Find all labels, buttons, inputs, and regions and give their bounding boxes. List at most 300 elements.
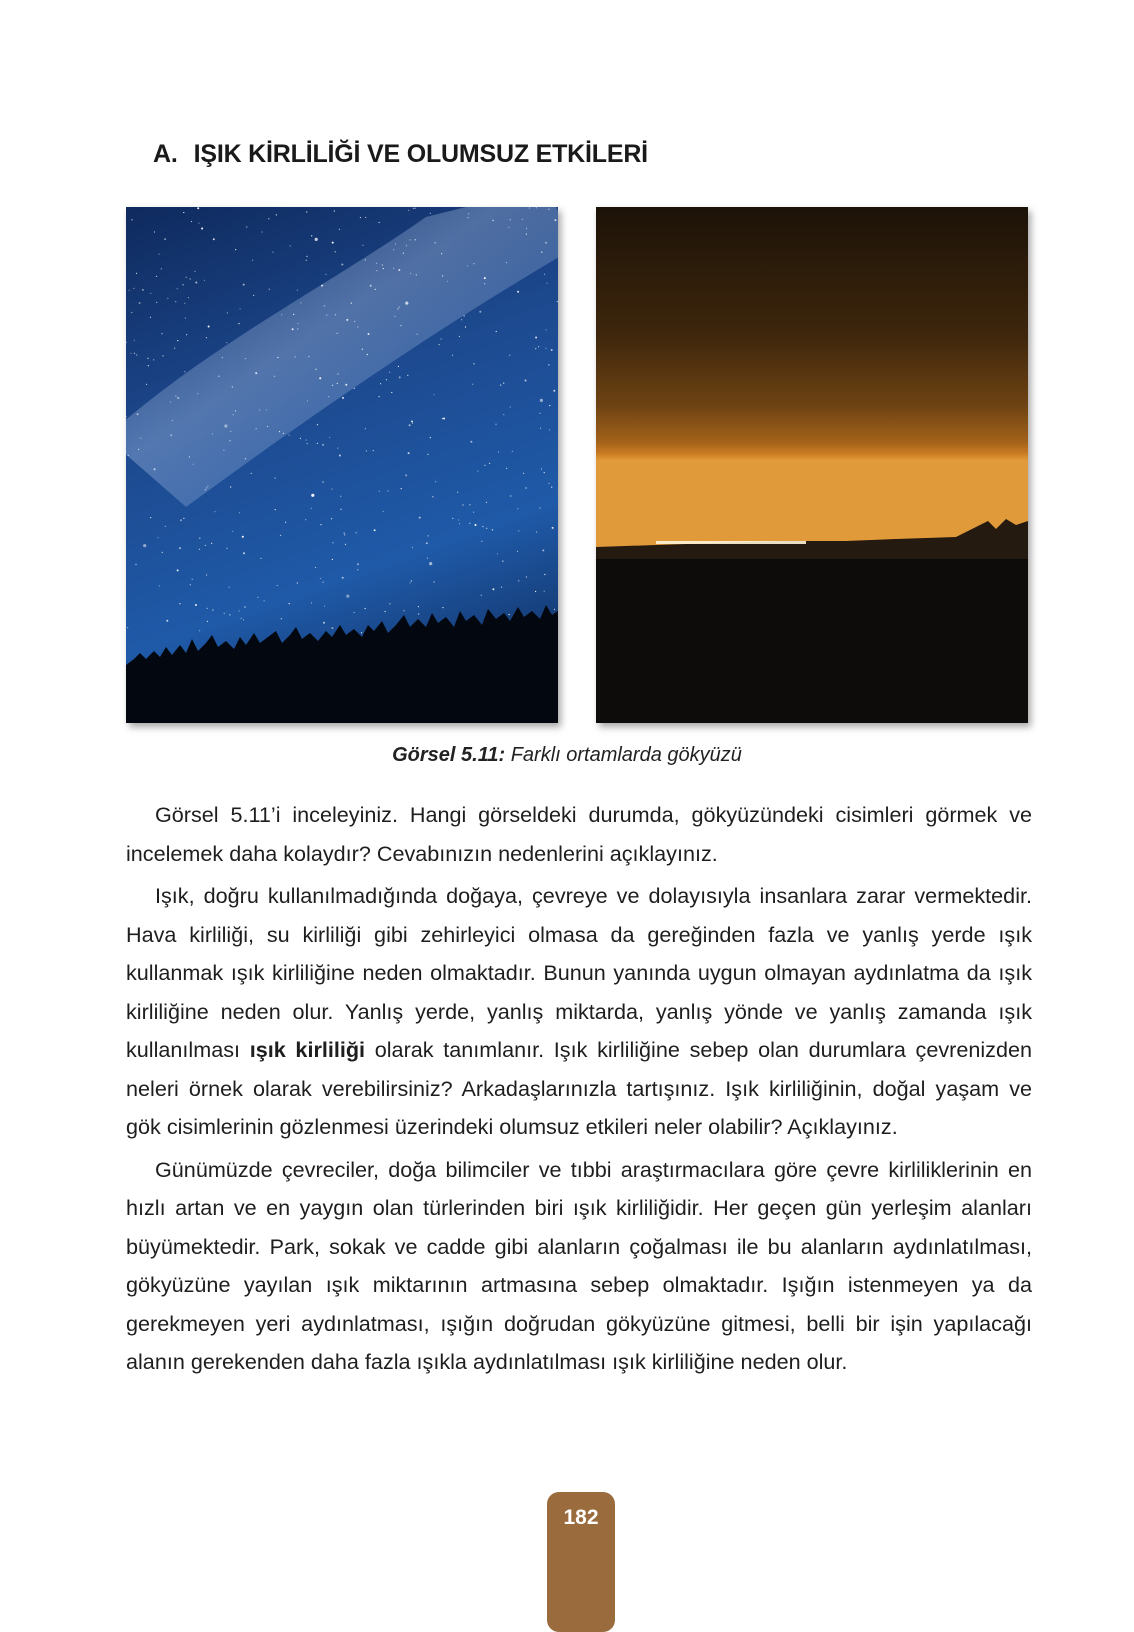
star-dot bbox=[492, 529, 493, 530]
star-dot bbox=[464, 315, 465, 316]
star-dot bbox=[279, 431, 280, 432]
star-dot bbox=[289, 434, 290, 435]
star-dot bbox=[549, 429, 550, 430]
star-dot bbox=[517, 508, 518, 509]
star-dot bbox=[469, 504, 470, 505]
star-dot bbox=[551, 349, 553, 351]
star-dot bbox=[257, 597, 258, 598]
star-dot bbox=[326, 315, 327, 316]
star-dot bbox=[416, 274, 417, 275]
star-dot bbox=[166, 620, 168, 622]
star-dot bbox=[328, 396, 329, 397]
star-dot bbox=[197, 393, 198, 394]
star-dot bbox=[472, 384, 473, 385]
star-dot bbox=[484, 277, 486, 279]
star-dot bbox=[235, 249, 236, 250]
star-dot bbox=[331, 489, 332, 490]
star-dot bbox=[300, 438, 301, 439]
star-dot bbox=[208, 326, 210, 328]
star-dot bbox=[262, 231, 263, 232]
star-dot bbox=[130, 353, 131, 354]
star-dot bbox=[150, 293, 151, 294]
star-dot bbox=[285, 522, 286, 523]
star-dot bbox=[162, 355, 163, 356]
star-dot bbox=[477, 471, 478, 472]
star-dot bbox=[545, 348, 546, 349]
star-dot bbox=[156, 276, 157, 277]
star-dot bbox=[430, 437, 431, 438]
star-dot bbox=[481, 595, 482, 596]
star-dot bbox=[272, 252, 273, 253]
star-dot bbox=[354, 321, 355, 322]
star-dot bbox=[148, 365, 149, 366]
star-dot bbox=[411, 580, 412, 581]
star-dot bbox=[147, 358, 148, 359]
star-dot bbox=[239, 610, 240, 611]
star-dot bbox=[383, 511, 384, 512]
star-dot bbox=[206, 487, 207, 488]
star-dot bbox=[413, 208, 414, 209]
star-dot bbox=[268, 218, 269, 219]
star-dot bbox=[317, 443, 318, 444]
star-dot bbox=[510, 406, 511, 407]
star-dot bbox=[134, 353, 135, 354]
star-dot bbox=[548, 483, 549, 484]
star-dot bbox=[245, 458, 246, 459]
star-dot bbox=[370, 285, 372, 287]
star-dot bbox=[408, 210, 409, 211]
star-dot bbox=[546, 329, 547, 330]
star-dot bbox=[240, 308, 241, 309]
star-dot bbox=[443, 418, 445, 420]
star-dot bbox=[154, 468, 156, 470]
star-dot bbox=[243, 552, 245, 554]
star-dot bbox=[522, 219, 523, 220]
star-dot bbox=[427, 558, 428, 559]
star-dot bbox=[473, 363, 474, 364]
star-dot bbox=[493, 220, 494, 221]
star-dot bbox=[212, 609, 213, 610]
star-dot bbox=[386, 379, 387, 380]
star-dot bbox=[410, 273, 411, 274]
star-dot bbox=[212, 433, 213, 434]
star-dot bbox=[419, 517, 421, 519]
star-dot bbox=[131, 312, 132, 313]
star-dot bbox=[192, 579, 193, 580]
star-dot bbox=[409, 424, 411, 426]
star-dot bbox=[320, 524, 321, 525]
star-dot bbox=[500, 385, 501, 386]
star-dot bbox=[356, 532, 357, 533]
star-dot bbox=[177, 569, 179, 571]
star-dot bbox=[331, 627, 333, 629]
star-dot bbox=[510, 495, 511, 496]
star-dot bbox=[322, 481, 323, 482]
star-dot bbox=[230, 431, 231, 432]
star-dot bbox=[368, 333, 370, 335]
star-dot bbox=[405, 302, 408, 305]
star-dot bbox=[415, 239, 416, 240]
star-dot bbox=[367, 354, 368, 355]
star-dot bbox=[337, 373, 338, 374]
star-dot bbox=[432, 496, 433, 497]
star-dot bbox=[376, 263, 377, 264]
star-dot bbox=[211, 543, 212, 544]
star-dot bbox=[281, 618, 282, 619]
star-dot bbox=[399, 376, 401, 378]
star-dot bbox=[433, 394, 434, 395]
star-dot bbox=[223, 450, 224, 451]
star-dot bbox=[275, 509, 276, 510]
star-dot bbox=[323, 582, 324, 583]
star-dot bbox=[266, 409, 267, 410]
star-dot bbox=[193, 464, 194, 465]
star-dot bbox=[428, 535, 429, 536]
star-dot bbox=[354, 388, 355, 389]
star-dot bbox=[354, 612, 355, 613]
star-dot bbox=[189, 456, 190, 457]
star-dot bbox=[184, 303, 185, 304]
star-dot bbox=[325, 274, 326, 275]
star-dot bbox=[264, 600, 265, 601]
star-dot bbox=[256, 428, 257, 429]
star-dot bbox=[373, 450, 374, 451]
star-dot bbox=[536, 207, 537, 208]
star-dot bbox=[380, 383, 381, 384]
star-dot bbox=[503, 414, 504, 415]
star-dot bbox=[170, 434, 172, 436]
star-dot bbox=[229, 614, 230, 615]
star-dot bbox=[551, 487, 552, 488]
star-dot bbox=[382, 264, 383, 265]
star-dot bbox=[332, 559, 333, 560]
star-dot bbox=[227, 312, 228, 313]
star-dot bbox=[241, 618, 242, 619]
star-dot bbox=[473, 512, 474, 513]
star-dot bbox=[442, 607, 443, 608]
star-dot bbox=[183, 284, 184, 285]
star-dot bbox=[506, 468, 507, 469]
star-dot bbox=[290, 245, 291, 246]
star-dot bbox=[324, 606, 325, 607]
star-dot bbox=[346, 595, 349, 598]
star-dot bbox=[360, 217, 361, 218]
star-dot bbox=[486, 502, 487, 503]
star-dot bbox=[412, 547, 413, 548]
star-dot bbox=[457, 492, 458, 493]
star-dot bbox=[344, 534, 345, 535]
star-dot bbox=[526, 576, 527, 577]
star-dot bbox=[161, 333, 162, 334]
star-dot bbox=[473, 263, 474, 264]
star-dot bbox=[319, 377, 321, 379]
figure-text: Farklı ortamlarda gökyüzü bbox=[510, 744, 742, 766]
star-dot bbox=[207, 608, 208, 609]
star-dot bbox=[459, 336, 460, 337]
star-dot bbox=[324, 305, 325, 306]
star-dot bbox=[554, 219, 556, 221]
star-dot bbox=[332, 242, 334, 244]
star-dot bbox=[345, 384, 347, 386]
star-dot bbox=[518, 530, 519, 531]
star-dot bbox=[164, 238, 166, 240]
star-dot bbox=[307, 400, 308, 401]
section-title: IŞIK KİRLİLİĞİ VE OLUMSUZ ETKİLERİ bbox=[193, 140, 648, 168]
star-dot bbox=[195, 604, 197, 606]
star-dot bbox=[277, 585, 278, 586]
star-dot bbox=[346, 319, 348, 321]
star-dot bbox=[306, 211, 307, 212]
star-dot bbox=[195, 282, 197, 284]
star-dot bbox=[137, 413, 139, 415]
star-dot bbox=[541, 252, 542, 253]
star-dot bbox=[224, 613, 225, 614]
star-dot bbox=[135, 564, 136, 565]
star-dot bbox=[331, 518, 332, 519]
star-dot bbox=[441, 338, 442, 339]
star-dot bbox=[297, 290, 298, 291]
star-dot bbox=[412, 423, 413, 424]
star-dot bbox=[496, 331, 497, 332]
star-dot bbox=[140, 438, 141, 439]
star-dot bbox=[344, 533, 345, 534]
star-dot bbox=[410, 582, 411, 583]
star-dot bbox=[502, 561, 503, 562]
star-dot bbox=[186, 277, 187, 278]
star-dot bbox=[393, 268, 394, 269]
star-dot bbox=[387, 490, 388, 491]
star-dot bbox=[452, 518, 453, 519]
star-dot bbox=[365, 259, 366, 260]
star-dot bbox=[459, 523, 460, 524]
star-dot bbox=[235, 410, 236, 411]
star-dot bbox=[546, 283, 547, 284]
star-dot bbox=[267, 426, 268, 427]
star-dot bbox=[385, 611, 386, 612]
star-dot bbox=[458, 519, 459, 520]
star-dot bbox=[297, 323, 298, 324]
star-dot bbox=[366, 450, 367, 451]
star-dot bbox=[335, 314, 336, 315]
star-dot bbox=[172, 420, 173, 421]
paragraph-2-part-2: olarak tanımlanır. Işık kirliliğine sebep olan durumlara çevrenizden neleri örnek olarak verebilirsiniz? Arkadaşlarınızla tartışınız. Işık kirliliğinin, doğal yaşam ve gök cisimlerinin gözlenmesi üzerindeki olumsuz etkileri neler olabilir? Açıklayınız. bbox=[126, 1037, 1032, 1139]
star-dot bbox=[342, 577, 344, 579]
star-dot bbox=[243, 619, 244, 620]
star-dot bbox=[138, 449, 139, 450]
star-dot bbox=[357, 569, 358, 570]
star-dot bbox=[297, 582, 298, 583]
star-dot bbox=[274, 376, 275, 377]
star-dot bbox=[383, 268, 384, 269]
star-dot bbox=[435, 481, 436, 482]
star-dot bbox=[308, 356, 309, 357]
star-dot bbox=[447, 281, 448, 282]
star-dot bbox=[300, 302, 301, 303]
star-dot bbox=[253, 295, 254, 296]
star-dot bbox=[411, 421, 413, 423]
star-dot bbox=[306, 256, 307, 257]
star-dot bbox=[548, 364, 549, 365]
star-dot bbox=[190, 584, 191, 585]
star-dot bbox=[190, 278, 191, 279]
star-dot bbox=[162, 552, 163, 553]
star-dot bbox=[292, 328, 294, 330]
star-dot bbox=[486, 528, 487, 529]
star-dot bbox=[136, 354, 137, 355]
star-dot bbox=[525, 487, 526, 488]
star-dot bbox=[465, 326, 466, 327]
star-dot bbox=[535, 348, 536, 349]
star-dot bbox=[198, 223, 199, 224]
star-dot bbox=[154, 231, 155, 232]
star-dot bbox=[403, 610, 404, 611]
star-dot bbox=[201, 228, 203, 230]
star-dot bbox=[222, 357, 223, 358]
star-dot bbox=[362, 245, 363, 246]
starry-sky-illustration bbox=[126, 207, 558, 723]
star-dot bbox=[407, 375, 408, 376]
star-dot bbox=[306, 260, 307, 261]
star-dot bbox=[501, 587, 502, 588]
star-dot bbox=[523, 473, 524, 474]
star-dot bbox=[406, 245, 407, 246]
star-dot bbox=[337, 333, 338, 334]
star-dot bbox=[393, 249, 394, 250]
star-dot bbox=[379, 396, 380, 397]
star-dot bbox=[323, 622, 325, 624]
star-dot bbox=[134, 340, 135, 341]
star-dot bbox=[526, 234, 527, 235]
star-dot bbox=[479, 311, 481, 313]
paragraph-1: Görsel 5.11’i inceleyiniz. Hangi görseldeki durumda, gökyüzündeki cisimleri görmek ve incelemek daha kolaydır? Cevabınızın nedenlerini açıklayınız. bbox=[126, 802, 1032, 866]
star-dot bbox=[175, 396, 176, 397]
star-dot bbox=[540, 507, 541, 508]
star-dot bbox=[183, 212, 184, 213]
star-dot bbox=[306, 439, 307, 440]
star-dot bbox=[186, 334, 187, 335]
star-dot bbox=[391, 392, 392, 393]
star-dot bbox=[492, 588, 494, 590]
star-dot bbox=[167, 298, 168, 299]
star-dot bbox=[177, 397, 179, 399]
star-dot bbox=[283, 433, 284, 434]
star-dot bbox=[481, 541, 482, 542]
paragraph-3: Günümüzde çevreciler, doğa bilimciler ve tıbbi araştırmacılara göre çevre kirliliklerinin en hızlı artan ve en yaygın olan türlerinden biri ışık kirliliğidir. Her geçen gün yerleşim alanları büyümektedir. Park, sokak ve cadde gibi alanların çoğalması ile bu alanların aydınlatılması, gökyüzüne yayılan ışık miktarının artmasına sebep olmaktadır. Işığın istenmeyen ya da gerekmeyen yeri aydınlatması, ışığın doğrudan gökyüzüne gitmesi, belli bir işin yapılacağı alanın gerekenden daha fazla ışıkla aydınlatılması ışık kirliliğine neden olur. bbox=[126, 1156, 1032, 1374]
paragraph-2-part-1: Işık, doğru kullanılmadığında doğaya, çevreye ve dolayısıyla insanlara zarar vermektedir. Hava kirliliği, su kirliliği gibi zehirleyici olmasa da gereğinden fazla ve yanlış yerde ışık kullanmak ışık kirliliğine neden olmaktadır. Bunun yanında uygun olmayan aydınlatma da ışık kirliliğine neden olur. Yanlış yerde, yanlış miktarda, yanlış yönde ve yanlış zamanda ışık kullanılması bbox=[126, 883, 1032, 1062]
star-dot bbox=[376, 270, 377, 271]
star-dot bbox=[232, 386, 233, 387]
star-dot bbox=[379, 222, 380, 223]
star-dot bbox=[418, 606, 419, 607]
star-dot bbox=[204, 280, 205, 281]
star-dot bbox=[400, 325, 401, 326]
star-dot bbox=[518, 580, 519, 581]
star-dot bbox=[418, 613, 419, 614]
star-dot bbox=[143, 544, 146, 547]
star-dot bbox=[430, 213, 431, 214]
star-dot bbox=[205, 489, 206, 490]
star-dot bbox=[174, 348, 175, 349]
star-dot bbox=[498, 451, 499, 452]
star-dot bbox=[183, 518, 184, 519]
star-dot bbox=[395, 244, 396, 245]
star-dot bbox=[379, 491, 380, 492]
star-dot bbox=[153, 359, 154, 360]
star-dot bbox=[293, 314, 294, 315]
star-dot bbox=[127, 627, 128, 628]
star-dot bbox=[484, 465, 485, 466]
star-dot bbox=[142, 289, 144, 291]
star-dot bbox=[199, 630, 200, 631]
light-pollution-illustration bbox=[596, 207, 1028, 723]
star-dot bbox=[150, 317, 151, 318]
star-dot bbox=[194, 271, 195, 272]
star-dot bbox=[233, 414, 234, 415]
star-dot bbox=[482, 526, 483, 527]
star-dot bbox=[434, 581, 435, 582]
star-dot bbox=[332, 542, 333, 543]
star-dot bbox=[542, 549, 544, 551]
star-dot bbox=[409, 239, 410, 240]
star-dot bbox=[397, 308, 398, 309]
star-dot bbox=[311, 508, 312, 509]
star-dot bbox=[517, 551, 518, 552]
star-dot bbox=[321, 285, 323, 287]
star-dot bbox=[329, 437, 330, 438]
star-dot bbox=[557, 301, 558, 302]
star-dot bbox=[199, 538, 200, 539]
star-dot bbox=[512, 451, 513, 452]
star-dot bbox=[398, 366, 399, 367]
star-dot bbox=[365, 428, 366, 429]
star-dot bbox=[150, 517, 151, 518]
star-dot bbox=[539, 413, 540, 414]
star-dot bbox=[342, 397, 344, 399]
star-dot bbox=[131, 219, 132, 220]
star-dot bbox=[315, 238, 318, 241]
paragraph-2 bbox=[126, 877, 1032, 1147]
star-dot bbox=[337, 383, 338, 384]
star-dot bbox=[206, 574, 207, 575]
star-dot bbox=[503, 383, 504, 384]
star-dot bbox=[238, 323, 239, 324]
star-dot bbox=[177, 340, 178, 341]
star-dot bbox=[315, 369, 316, 370]
star-dot bbox=[229, 587, 230, 588]
starry-night-sky-photo bbox=[126, 207, 558, 723]
star-dot bbox=[374, 529, 376, 531]
star-dot bbox=[177, 288, 178, 289]
star-dot bbox=[179, 603, 180, 604]
star-dot bbox=[529, 207, 530, 208]
star-dot bbox=[276, 214, 277, 215]
star-dot bbox=[260, 558, 261, 559]
star-dot bbox=[251, 473, 252, 474]
star-dot bbox=[185, 318, 186, 319]
star-dot bbox=[159, 585, 160, 586]
star-dot bbox=[357, 563, 359, 565]
star-dot bbox=[232, 531, 233, 532]
star-dot bbox=[506, 262, 507, 263]
star-dot bbox=[311, 235, 312, 236]
star-dot bbox=[213, 238, 215, 240]
star-dot bbox=[361, 632, 362, 633]
star-dot bbox=[139, 302, 141, 304]
star-dot bbox=[205, 545, 206, 546]
star-dot bbox=[320, 578, 321, 579]
star-dot bbox=[307, 443, 308, 444]
star-dot bbox=[340, 496, 341, 497]
